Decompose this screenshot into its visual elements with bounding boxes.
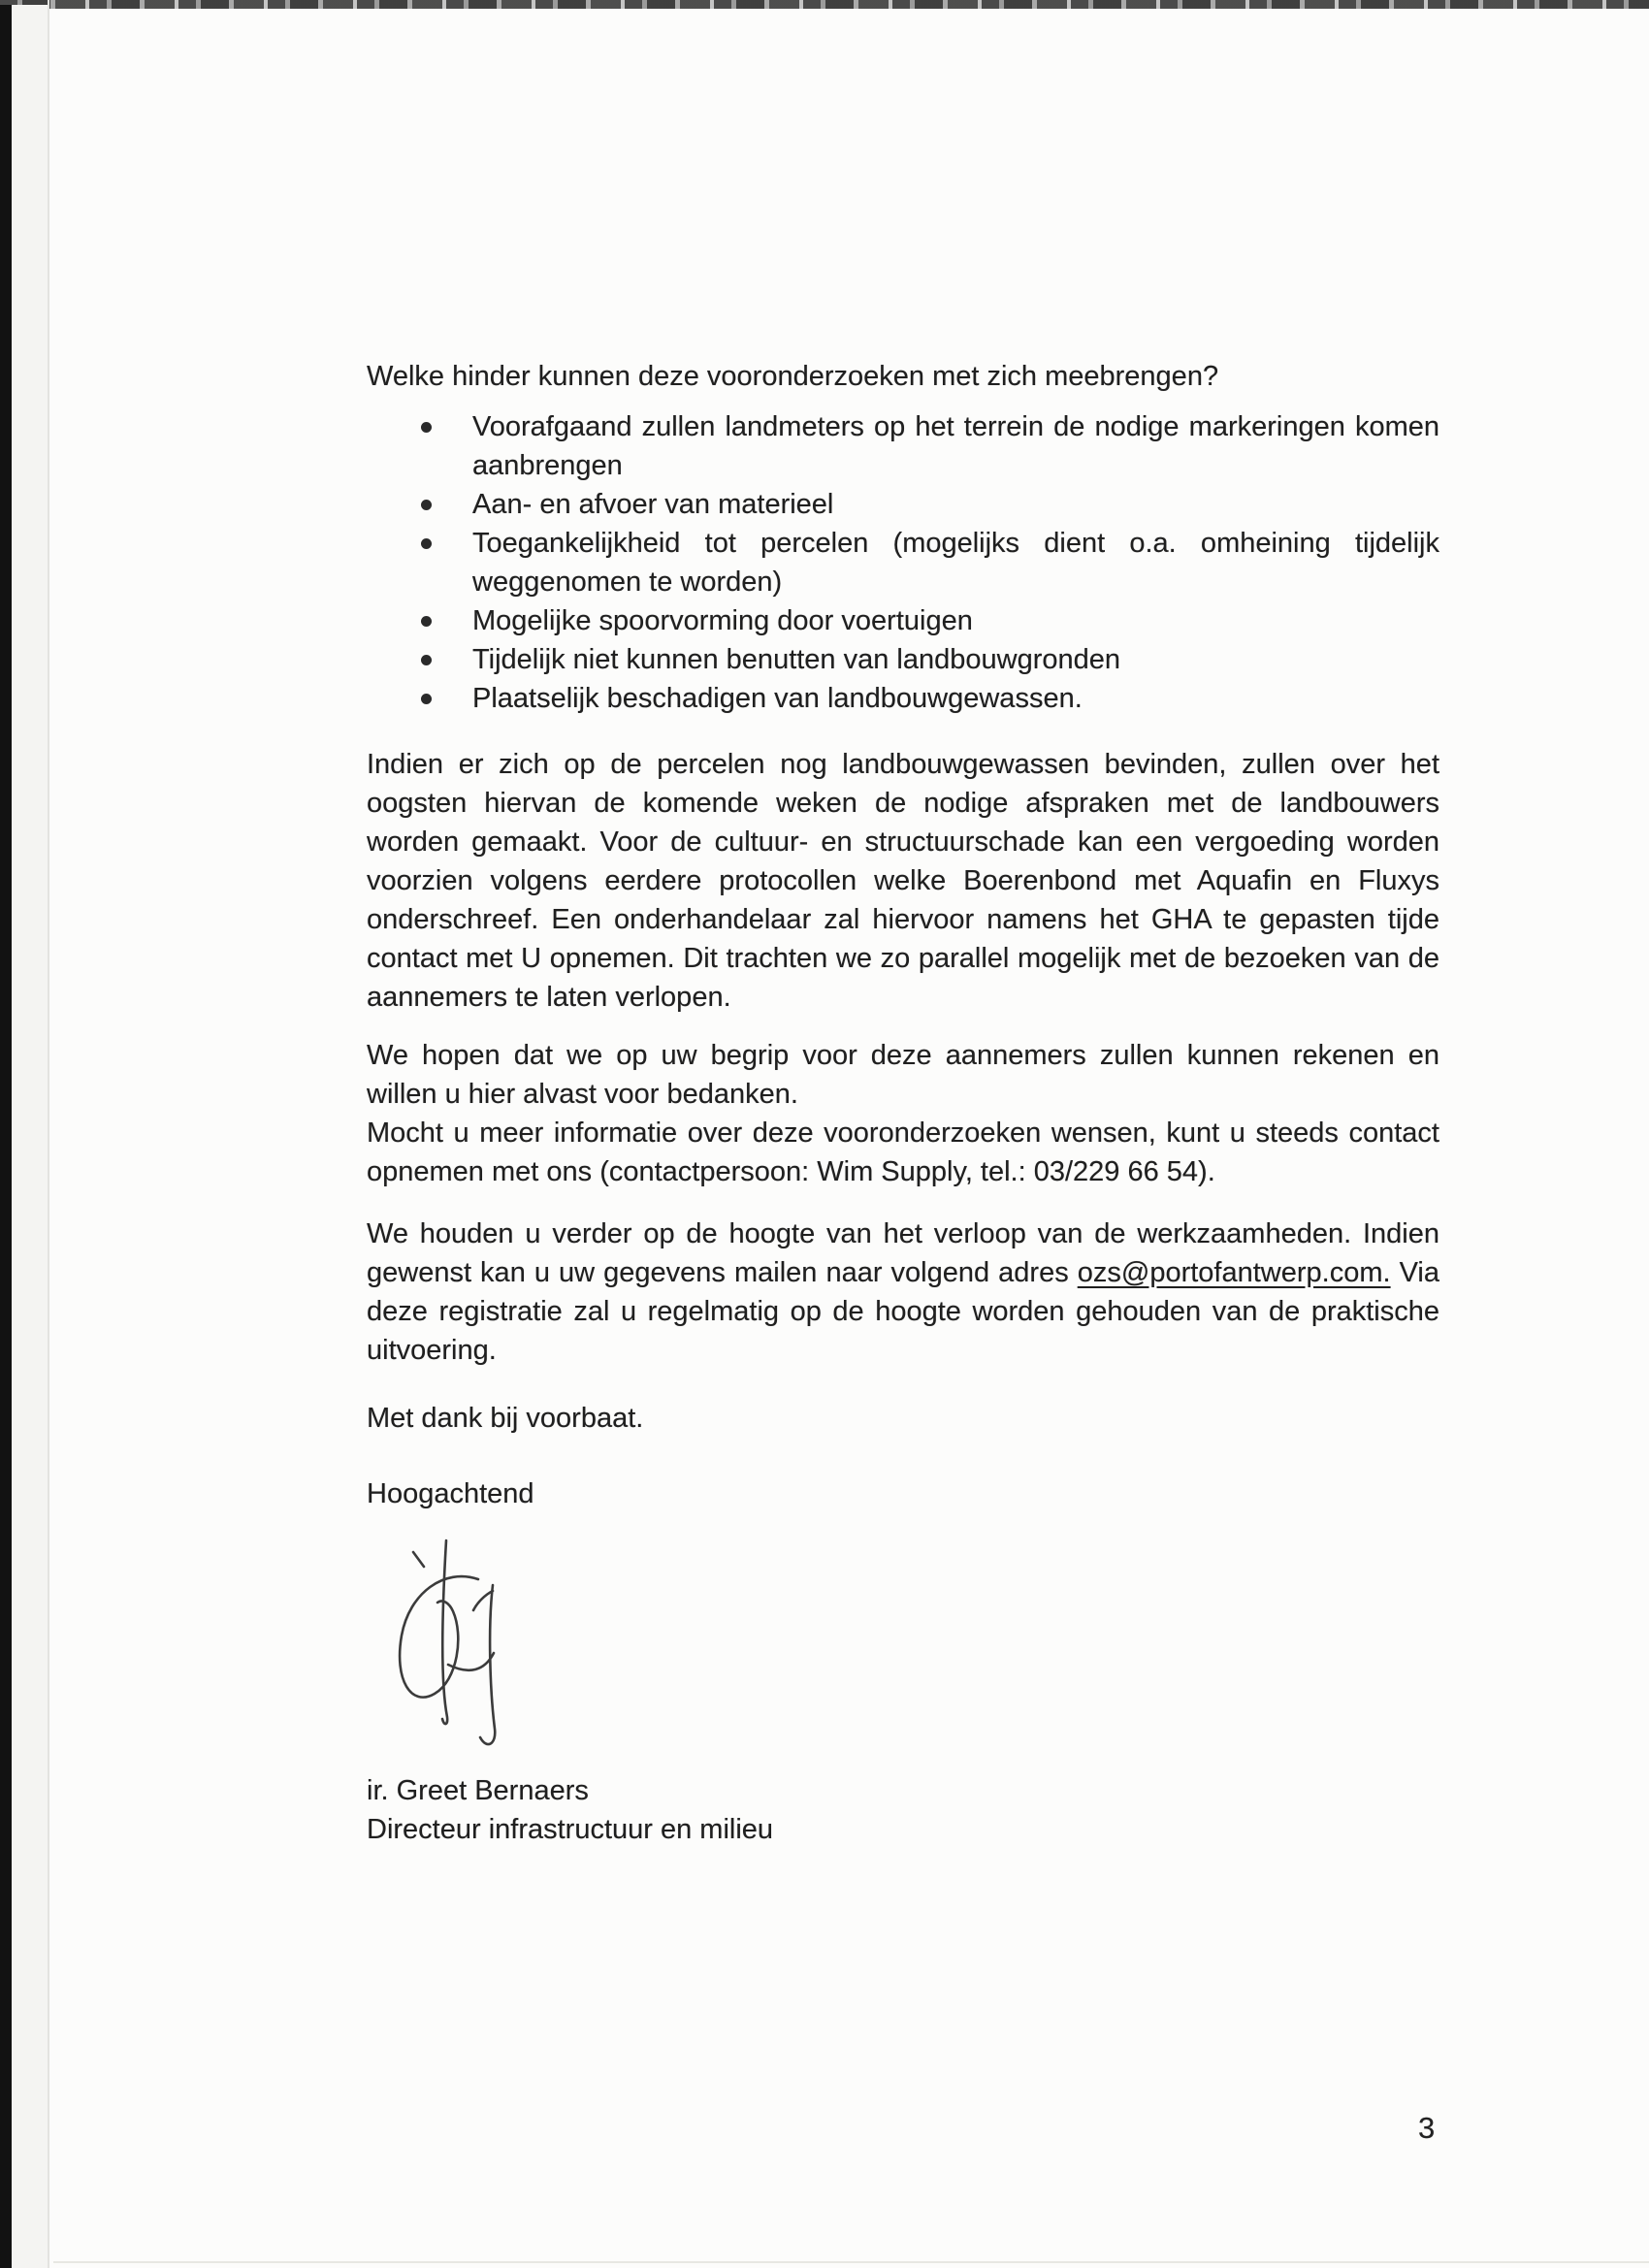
signer-name: ir. Greet Bernaers <box>367 1775 589 1806</box>
signature-scrawl <box>384 1537 568 1766</box>
bullet-text: Mogelijke spoorvorming door voertuigen <box>472 605 973 636</box>
paragraph-hope-contact <box>367 1036 1439 1191</box>
paragraph-harvest-compensation: Indien er zich op de percelen nog landbouwgewassen bevinden, zullen over het oogsten hiervan de komende weken de nodige afspraken met de landbouwers worden gemaakt. Voor de cultuur- en structuurschade kan een vergoeding worden voorzien volgens eerdere protocollen welke Boerenbond met Aquafin en Fluxys onderschreef. Een onderhandelaar zal hiervoor namens het GHA te gepasten tijde contact met U opnemen. Dit trachten we zo parallel mogelijk met de bezoeken van de aannemers te laten verlopen. <box>367 749 1439 1013</box>
closing-salutation: Hoogachtend <box>367 1478 534 1509</box>
bullet-text: Aan- en afvoer van materieel <box>472 489 834 520</box>
hope-sentence: We hopen dat we op uw begrip voor deze aannemers zullen kunnen rekenen en willen u hier alvast voor bedanken. <box>367 1040 1439 1110</box>
scan-edge-top <box>0 0 1649 9</box>
scan-gutter <box>12 5 48 2268</box>
bullet-text: Plaatselijk beschadigen van landbouwgewassen. <box>472 683 1083 714</box>
signature-area <box>367 1537 1439 1766</box>
paragraph-followup <box>367 1215 1439 1370</box>
question-heading: Welke hinder kunnen deze vooronderzoeken met zich meebrengen? <box>367 361 1219 392</box>
bullet-dot-icon <box>421 616 432 627</box>
page-number: 3 <box>1418 2111 1436 2145</box>
bullet-dot-icon <box>421 422 432 433</box>
bullet-item <box>367 407 1439 485</box>
hindrance-bullet-list <box>367 407 1439 718</box>
bullet-item <box>367 601 1439 640</box>
followup-text-before: We houden u verder op de hoogte van het verloop van de werkzaamheden. Indien gewenst kan u uw gegevens mailen naar volgend adres <box>367 1218 1439 1288</box>
signature-block <box>367 1771 1439 1849</box>
bullet-dot-icon <box>421 500 432 510</box>
contact-sentence: Mocht u meer informatie over deze vooronderzoeken wensen, kunt u steeds contact opnemen met ons (contactpersoon: Wim Supply, tel.: 03/229 66 54). <box>367 1118 1439 1187</box>
bullet-item <box>367 524 1439 601</box>
followup-text-after: Via deze registratie zal u regelmatig op de hoogte worden gehouden van de praktische uitvoering. <box>367 1257 1439 1366</box>
email-address: ozs@portofantwerp.com. <box>1077 1257 1391 1288</box>
scan-edge-left <box>0 5 12 2268</box>
bullet-dot-icon <box>421 538 432 549</box>
bullet-dot-icon <box>421 655 432 665</box>
thanks-line: Met dank bij voorbaat. <box>367 1403 644 1434</box>
bullet-text: Tijdelijk niet kunnen benutten van landbouwgronden <box>472 644 1121 675</box>
scan-fold-line <box>48 0 49 2268</box>
bullet-text: Toegankelijkheid tot percelen (mogelijks dient o.a. omheining tijdelijk weggenomen te worden) <box>472 528 1439 598</box>
letter-body <box>367 357 1439 1849</box>
signer-title: Directeur infrastructuur en milieu <box>367 1814 774 1845</box>
bullet-item <box>367 485 1439 524</box>
bullet-text: Voorafgaand zullen landmeters op het terrein de nodige markeringen komen aanbrengen <box>472 411 1439 481</box>
bullet-dot-icon <box>421 694 432 704</box>
bullet-item <box>367 640 1439 679</box>
scan-edge-bottom <box>53 2261 1649 2263</box>
bullet-item <box>367 679 1439 718</box>
